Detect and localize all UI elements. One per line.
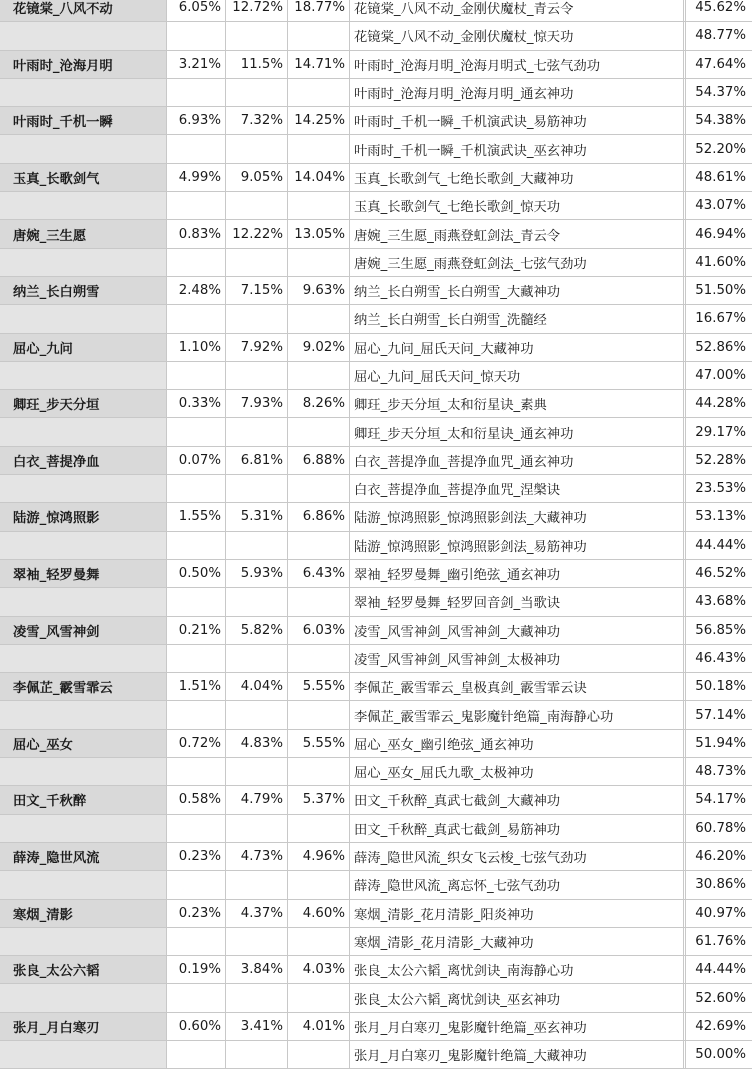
win-rate-cell[interactable]: 54.37% bbox=[686, 78, 752, 106]
total-rate-cell-empty[interactable] bbox=[288, 588, 350, 616]
rate-1-cell[interactable]: 0.58% bbox=[167, 786, 226, 814]
total-rate-cell[interactable]: 9.02% bbox=[288, 333, 350, 361]
win-rate-cell[interactable]: 40.97% bbox=[686, 899, 752, 927]
rate-1-cell[interactable]: 0.72% bbox=[167, 729, 226, 757]
build-combo-cell[interactable]: 薛涛_隐世风流_织女飞云梭_七弦气劲功 bbox=[350, 842, 684, 870]
table-row bbox=[0, 729, 752, 757]
rate-2-cell[interactable]: 4.83% bbox=[226, 729, 288, 757]
rate-1-cell[interactable]: 0.33% bbox=[167, 390, 226, 418]
rate-2-cell-empty[interactable] bbox=[226, 927, 288, 955]
rate-2-cell[interactable]: 6.81% bbox=[226, 446, 288, 474]
character-name-cell[interactable]: 寒烟_清影 bbox=[0, 899, 167, 927]
rate-2-cell-empty[interactable] bbox=[226, 644, 288, 672]
total-rate-cell[interactable]: 13.05% bbox=[288, 220, 350, 248]
build-combo-cell[interactable]: 纳兰_长白朔雪_长白朔雪_大藏神功 bbox=[350, 276, 684, 304]
character-name-cell-empty[interactable] bbox=[0, 814, 167, 842]
table-row bbox=[0, 418, 752, 446]
total-rate-cell[interactable]: 6.86% bbox=[288, 503, 350, 531]
total-rate-cell-empty[interactable] bbox=[288, 192, 350, 220]
win-rate-cell[interactable]: 30.86% bbox=[686, 871, 752, 899]
table-row bbox=[0, 107, 752, 135]
build-combo-cell[interactable]: 白衣_菩提净血_菩提净血咒_通玄神功 bbox=[350, 446, 684, 474]
character-name-cell-empty[interactable] bbox=[0, 984, 167, 1012]
total-rate-cell-empty[interactable] bbox=[288, 418, 350, 446]
build-combo-cell[interactable]: 寒烟_清影_花月清影_大藏神功 bbox=[350, 927, 684, 955]
rate-1-cell[interactable]: 4.99% bbox=[167, 163, 226, 191]
rate-1-cell-empty[interactable] bbox=[167, 758, 226, 786]
rate-2-cell[interactable]: 4.37% bbox=[226, 899, 288, 927]
rate-1-cell-empty[interactable] bbox=[167, 192, 226, 220]
win-rate-cell[interactable]: 61.76% bbox=[686, 927, 752, 955]
build-combo-cell[interactable]: 唐婉_三生愿_雨燕登虹剑法_七弦气劲功 bbox=[350, 248, 684, 276]
win-rate-cell[interactable]: 51.94% bbox=[686, 729, 752, 757]
table-row bbox=[0, 1012, 752, 1040]
rate-2-cell-empty[interactable] bbox=[226, 588, 288, 616]
win-rate-cell[interactable]: 48.61% bbox=[686, 163, 752, 191]
character-name-cell[interactable]: 陆游_惊鸿照影 bbox=[0, 503, 167, 531]
character-name-cell[interactable]: 花镜棠_八风不动 bbox=[0, 0, 167, 22]
win-rate-cell[interactable]: 51.50% bbox=[686, 276, 752, 304]
win-rate-cell[interactable]: 48.77% bbox=[686, 22, 752, 50]
win-rate-cell[interactable]: 43.68% bbox=[686, 588, 752, 616]
rate-2-cell[interactable]: 11.5% bbox=[226, 50, 288, 78]
character-name-cell[interactable]: 田文_千秋醉 bbox=[0, 786, 167, 814]
table-row bbox=[0, 842, 752, 870]
win-rate-cell[interactable]: 60.78% bbox=[686, 814, 752, 842]
character-name-cell-empty[interactable] bbox=[0, 588, 167, 616]
build-combo-cell[interactable]: 屈心_巫女_屈氏九歌_太极神功 bbox=[350, 758, 684, 786]
rate-2-cell-empty[interactable] bbox=[226, 248, 288, 276]
rate-1-cell[interactable]: 2.48% bbox=[167, 276, 226, 304]
rate-1-cell-empty[interactable] bbox=[167, 1040, 226, 1068]
total-rate-cell[interactable]: 8.26% bbox=[288, 390, 350, 418]
rate-2-cell-empty[interactable] bbox=[226, 305, 288, 333]
rate-2-cell[interactable]: 4.79% bbox=[226, 786, 288, 814]
rate-2-cell[interactable]: 4.73% bbox=[226, 842, 288, 870]
build-combo-cell[interactable]: 玉真_长歌剑气_七绝长歌剑_大藏神功 bbox=[350, 163, 684, 191]
table-row bbox=[0, 0, 752, 22]
rate-2-cell[interactable]: 5.93% bbox=[226, 559, 288, 587]
total-rate-cell[interactable]: 4.03% bbox=[288, 956, 350, 984]
character-name-cell-empty[interactable] bbox=[0, 361, 167, 389]
character-name-cell[interactable]: 叶雨时_千机一瞬 bbox=[0, 107, 167, 135]
win-rate-cell[interactable]: 56.85% bbox=[686, 616, 752, 644]
total-rate-cell-empty[interactable] bbox=[288, 135, 350, 163]
rate-1-cell-empty[interactable] bbox=[167, 927, 226, 955]
total-rate-cell-empty[interactable] bbox=[288, 814, 350, 842]
character-name-cell[interactable]: 玉真_长歌剑气 bbox=[0, 163, 167, 191]
win-rate-cell[interactable]: 44.44% bbox=[686, 956, 752, 984]
table-row bbox=[0, 956, 752, 984]
build-combo-cell[interactable]: 叶雨时_沧海月明_沧海月明_通玄神功 bbox=[350, 78, 684, 106]
total-rate-cell[interactable]: 14.71% bbox=[288, 50, 350, 78]
total-rate-cell[interactable]: 5.37% bbox=[288, 786, 350, 814]
character-name-cell-empty[interactable] bbox=[0, 305, 167, 333]
win-rate-cell[interactable]: 46.94% bbox=[686, 220, 752, 248]
character-name-cell-empty[interactable] bbox=[0, 701, 167, 729]
total-rate-cell[interactable]: 6.88% bbox=[288, 446, 350, 474]
character-name-cell[interactable]: 薛涛_隐世风流 bbox=[0, 842, 167, 870]
build-combo-cell[interactable]: 玉真_长歌剑气_七绝长歌剑_惊天功 bbox=[350, 192, 684, 220]
rate-2-cell-empty[interactable] bbox=[226, 475, 288, 503]
win-rate-cell[interactable]: 57.14% bbox=[686, 701, 752, 729]
character-name-cell-empty[interactable] bbox=[0, 248, 167, 276]
win-rate-cell[interactable]: 50.18% bbox=[686, 673, 752, 701]
rate-1-cell[interactable]: 0.83% bbox=[167, 220, 226, 248]
build-combo-cell[interactable]: 陆游_惊鸿照影_惊鸿照影剑法_易筋神功 bbox=[350, 531, 684, 559]
rate-2-cell[interactable]: 7.15% bbox=[226, 276, 288, 304]
character-name-cell-empty[interactable] bbox=[0, 758, 167, 786]
character-name-cell[interactable]: 唐婉_三生愿 bbox=[0, 220, 167, 248]
table-row bbox=[0, 899, 752, 927]
build-combo-cell[interactable]: 屈心_巫女_幽引绝弦_通玄神功 bbox=[350, 729, 684, 757]
build-combo-cell[interactable]: 陆游_惊鸿照影_惊鸿照影剑法_大藏神功 bbox=[350, 503, 684, 531]
win-rate-cell[interactable]: 52.86% bbox=[686, 333, 752, 361]
total-rate-cell-empty[interactable] bbox=[288, 248, 350, 276]
rate-2-cell[interactable]: 3.84% bbox=[226, 956, 288, 984]
rate-1-cell-empty[interactable] bbox=[167, 475, 226, 503]
rate-1-cell-empty[interactable] bbox=[167, 871, 226, 899]
build-combo-cell[interactable]: 翠袖_轻罗曼舞_轻罗回音剑_当歌诀 bbox=[350, 588, 684, 616]
table-row bbox=[0, 927, 752, 955]
table-row bbox=[0, 78, 752, 106]
build-combo-cell[interactable]: 凌雪_风雪神剑_风雪神剑_大藏神功 bbox=[350, 616, 684, 644]
rate-2-cell[interactable]: 12.72% bbox=[226, 0, 288, 22]
win-rate-cell[interactable]: 29.17% bbox=[686, 418, 752, 446]
table-row bbox=[0, 559, 752, 587]
total-rate-cell[interactable]: 4.60% bbox=[288, 899, 350, 927]
total-rate-cell-empty[interactable] bbox=[288, 927, 350, 955]
win-rate-cell[interactable]: 48.73% bbox=[686, 758, 752, 786]
table-row bbox=[0, 22, 752, 50]
rate-2-cell-empty[interactable] bbox=[226, 871, 288, 899]
build-combo-cell[interactable]: 叶雨时_沧海月明_沧海月明式_七弦气劲功 bbox=[350, 50, 684, 78]
total-rate-cell-empty[interactable] bbox=[288, 361, 350, 389]
character-name-cell[interactable]: 叶雨时_沧海月明 bbox=[0, 50, 167, 78]
character-name-cell-empty[interactable] bbox=[0, 927, 167, 955]
rate-2-cell[interactable]: 5.82% bbox=[226, 616, 288, 644]
build-combo-cell[interactable]: 花镜棠_八风不动_金刚伏魔杖_惊天功 bbox=[350, 22, 684, 50]
character-name-cell-empty[interactable] bbox=[0, 192, 167, 220]
rate-1-cell-empty[interactable] bbox=[167, 78, 226, 106]
rate-2-cell-empty[interactable] bbox=[226, 135, 288, 163]
win-rate-cell[interactable]: 52.20% bbox=[686, 135, 752, 163]
character-name-cell[interactable]: 白衣_菩提净血 bbox=[0, 446, 167, 474]
total-rate-cell-empty[interactable] bbox=[288, 305, 350, 333]
character-name-cell-empty[interactable] bbox=[0, 22, 167, 50]
build-combo-cell[interactable]: 张良_太公六韬_离忧剑诀_南海静心功 bbox=[350, 956, 684, 984]
total-rate-cell[interactable]: 14.04% bbox=[288, 163, 350, 191]
table-row bbox=[0, 220, 752, 248]
table-row bbox=[0, 475, 752, 503]
total-rate-cell-empty[interactable] bbox=[288, 22, 350, 50]
build-combo-cell[interactable]: 屈心_九问_屈氏天问_大藏神功 bbox=[350, 333, 684, 361]
win-rate-cell[interactable]: 47.00% bbox=[686, 361, 752, 389]
table-row bbox=[0, 163, 752, 191]
rate-1-cell[interactable]: 1.10% bbox=[167, 333, 226, 361]
character-name-cell[interactable]: 纳兰_长白朔雪 bbox=[0, 276, 167, 304]
table-row bbox=[0, 616, 752, 644]
character-name-cell[interactable]: 屈心_九问 bbox=[0, 333, 167, 361]
table-row bbox=[0, 305, 752, 333]
total-rate-cell-empty[interactable] bbox=[288, 475, 350, 503]
rate-2-cell[interactable]: 7.92% bbox=[226, 333, 288, 361]
table-row bbox=[0, 192, 752, 220]
rate-1-cell[interactable]: 0.21% bbox=[167, 616, 226, 644]
build-combo-cell[interactable]: 屈心_九问_屈氏天问_惊天功 bbox=[350, 361, 684, 389]
table-row bbox=[0, 50, 752, 78]
rate-1-cell[interactable]: 1.51% bbox=[167, 673, 226, 701]
rate-2-cell-empty[interactable] bbox=[226, 1040, 288, 1068]
rate-1-cell-empty[interactable] bbox=[167, 305, 226, 333]
total-rate-cell-empty[interactable] bbox=[288, 78, 350, 106]
win-rate-cell[interactable]: 46.52% bbox=[686, 559, 752, 587]
rate-2-cell-empty[interactable] bbox=[226, 701, 288, 729]
character-name-cell[interactable]: 屈心_巫女 bbox=[0, 729, 167, 757]
total-rate-cell-empty[interactable] bbox=[288, 984, 350, 1012]
total-rate-cell[interactable]: 14.25% bbox=[288, 107, 350, 135]
build-combo-cell[interactable]: 寒烟_清影_花月清影_阳炎神功 bbox=[350, 899, 684, 927]
rate-2-cell-empty[interactable] bbox=[226, 531, 288, 559]
table-row bbox=[0, 503, 752, 531]
total-rate-cell[interactable]: 18.77% bbox=[288, 0, 350, 22]
build-combo-cell[interactable]: 田文_千秋醉_真武七截剑_易筋神功 bbox=[350, 814, 684, 842]
table-row bbox=[0, 446, 752, 474]
build-combo-cell[interactable]: 叶雨时_千机一瞬_千机演武诀_易筋神功 bbox=[350, 107, 684, 135]
rate-1-cell-empty[interactable] bbox=[167, 22, 226, 50]
build-combo-cell[interactable]: 白衣_菩提净血_菩提净血咒_涅槃诀 bbox=[350, 475, 684, 503]
total-rate-cell[interactable]: 5.55% bbox=[288, 729, 350, 757]
win-rate-cell[interactable]: 52.28% bbox=[686, 446, 752, 474]
rate-1-cell-empty[interactable] bbox=[167, 588, 226, 616]
total-rate-cell-empty[interactable] bbox=[288, 758, 350, 786]
rate-2-cell-empty[interactable] bbox=[226, 418, 288, 446]
character-name-cell-empty[interactable] bbox=[0, 78, 167, 106]
total-rate-cell-empty[interactable] bbox=[288, 871, 350, 899]
character-name-cell[interactable]: 卿玨_步天分垣 bbox=[0, 390, 167, 418]
build-combo-cell[interactable]: 张良_太公六韬_离忧剑诀_巫玄神功 bbox=[350, 984, 684, 1012]
win-rate-cell[interactable]: 44.28% bbox=[686, 390, 752, 418]
win-rate-cell[interactable]: 53.13% bbox=[686, 503, 752, 531]
character-name-cell-empty[interactable] bbox=[0, 531, 167, 559]
build-combo-cell[interactable]: 卿玨_步天分垣_太和衍星诀_通玄神功 bbox=[350, 418, 684, 446]
build-combo-cell[interactable]: 翠袖_轻罗曼舞_幽引绝弦_通玄神功 bbox=[350, 559, 684, 587]
build-combo-cell[interactable]: 叶雨时_千机一瞬_千机演武诀_巫玄神功 bbox=[350, 135, 684, 163]
win-rate-cell[interactable]: 41.60% bbox=[686, 248, 752, 276]
table-row bbox=[0, 701, 752, 729]
rate-1-cell[interactable]: 3.21% bbox=[167, 50, 226, 78]
table-row bbox=[0, 588, 752, 616]
character-name-cell-empty[interactable] bbox=[0, 135, 167, 163]
win-rate-cell[interactable]: 46.43% bbox=[686, 644, 752, 672]
build-combo-cell[interactable]: 张月_月白寒刃_鬼影魔针绝篇_大藏神功 bbox=[350, 1040, 684, 1068]
character-name-cell[interactable]: 李佩芷_霰雪霏云 bbox=[0, 673, 167, 701]
rate-2-cell[interactable]: 4.04% bbox=[226, 673, 288, 701]
win-rate-cell[interactable]: 42.69% bbox=[686, 1012, 752, 1040]
table-row bbox=[0, 786, 752, 814]
build-combo-cell[interactable]: 田文_千秋醉_真武七截剑_大藏神功 bbox=[350, 786, 684, 814]
rate-1-cell[interactable]: 0.19% bbox=[167, 956, 226, 984]
win-rate-cell[interactable]: 23.53% bbox=[686, 475, 752, 503]
total-rate-cell[interactable]: 6.03% bbox=[288, 616, 350, 644]
total-rate-cell-empty[interactable] bbox=[288, 1040, 350, 1068]
total-rate-cell[interactable]: 9.63% bbox=[288, 276, 350, 304]
character-name-cell-empty[interactable] bbox=[0, 644, 167, 672]
rate-2-cell[interactable]: 9.05% bbox=[226, 163, 288, 191]
total-rate-cell-empty[interactable] bbox=[288, 701, 350, 729]
rate-2-cell-empty[interactable] bbox=[226, 192, 288, 220]
character-name-cell-empty[interactable] bbox=[0, 418, 167, 446]
total-rate-cell[interactable]: 5.55% bbox=[288, 673, 350, 701]
rate-1-cell-empty[interactable] bbox=[167, 984, 226, 1012]
character-name-cell-empty[interactable] bbox=[0, 871, 167, 899]
build-combo-cell[interactable]: 唐婉_三生愿_雨燕登虹剑法_青云令 bbox=[350, 220, 684, 248]
rate-1-cell-empty[interactable] bbox=[167, 135, 226, 163]
rate-2-cell[interactable]: 5.31% bbox=[226, 503, 288, 531]
rate-1-cell-empty[interactable] bbox=[167, 701, 226, 729]
character-name-cell[interactable]: 张月_月白寒刃 bbox=[0, 1012, 167, 1040]
table-row bbox=[0, 390, 752, 418]
win-rate-cell[interactable]: 16.67% bbox=[686, 305, 752, 333]
total-rate-cell[interactable]: 4.96% bbox=[288, 842, 350, 870]
table-row bbox=[0, 758, 752, 786]
rate-2-cell-empty[interactable] bbox=[226, 984, 288, 1012]
win-rate-cell[interactable]: 43.07% bbox=[686, 192, 752, 220]
build-combo-cell[interactable]: 纳兰_长白朔雪_长白朔雪_洗髓经 bbox=[350, 305, 684, 333]
rate-1-cell[interactable]: 0.60% bbox=[167, 1012, 226, 1040]
build-combo-cell[interactable]: 张月_月白寒刃_鬼影魔针绝篇_巫玄神功 bbox=[350, 1012, 684, 1040]
rate-2-cell[interactable]: 3.41% bbox=[226, 1012, 288, 1040]
build-combo-cell[interactable]: 卿玨_步天分垣_太和衍星诀_素典 bbox=[350, 390, 684, 418]
win-rate-cell[interactable]: 44.44% bbox=[686, 531, 752, 559]
rate-1-cell[interactable]: 0.23% bbox=[167, 899, 226, 927]
rate-1-cell-empty[interactable] bbox=[167, 361, 226, 389]
table-row bbox=[0, 361, 752, 389]
win-rate-cell[interactable]: 54.17% bbox=[686, 786, 752, 814]
table-row bbox=[0, 673, 752, 701]
rate-1-cell[interactable]: 1.55% bbox=[167, 503, 226, 531]
rate-1-cell[interactable]: 0.50% bbox=[167, 559, 226, 587]
rate-2-cell-empty[interactable] bbox=[226, 361, 288, 389]
rate-1-cell[interactable]: 6.05% bbox=[167, 0, 226, 22]
rate-1-cell-empty[interactable] bbox=[167, 644, 226, 672]
character-name-cell-empty[interactable] bbox=[0, 475, 167, 503]
table-row bbox=[0, 248, 752, 276]
character-name-cell[interactable]: 凌雪_风雪神剑 bbox=[0, 616, 167, 644]
win-rate-cell[interactable]: 46.20% bbox=[686, 842, 752, 870]
rate-1-cell-empty[interactable] bbox=[167, 418, 226, 446]
table-row bbox=[0, 984, 752, 1012]
table-row bbox=[0, 644, 752, 672]
character-name-cell[interactable]: 张良_太公六韬 bbox=[0, 956, 167, 984]
rate-1-cell[interactable]: 0.07% bbox=[167, 446, 226, 474]
character-name-cell-empty[interactable] bbox=[0, 1040, 167, 1068]
build-combo-cell[interactable]: 薛涛_隐世风流_离忘怀_七弦气劲功 bbox=[350, 871, 684, 899]
rate-2-cell-empty[interactable] bbox=[226, 78, 288, 106]
table-row bbox=[0, 871, 752, 899]
total-rate-cell[interactable]: 6.43% bbox=[288, 559, 350, 587]
rate-2-cell[interactable]: 12.22% bbox=[226, 220, 288, 248]
build-combo-cell[interactable]: 凌雪_风雪神剑_风雪神剑_太极神功 bbox=[350, 644, 684, 672]
rate-1-cell[interactable]: 6.93% bbox=[167, 107, 226, 135]
table-row bbox=[0, 1040, 752, 1068]
rate-2-cell[interactable]: 7.93% bbox=[226, 390, 288, 418]
total-rate-cell[interactable]: 4.01% bbox=[288, 1012, 350, 1040]
rate-2-cell-empty[interactable] bbox=[226, 22, 288, 50]
table-row bbox=[0, 531, 752, 559]
win-rate-cell[interactable]: 54.38% bbox=[686, 107, 752, 135]
table-row bbox=[0, 814, 752, 842]
rate-2-cell[interactable]: 7.32% bbox=[226, 107, 288, 135]
win-rate-cell[interactable]: 52.60% bbox=[686, 984, 752, 1012]
table-row bbox=[0, 276, 752, 304]
rate-1-cell-empty[interactable] bbox=[167, 814, 226, 842]
total-rate-cell-empty[interactable] bbox=[288, 531, 350, 559]
table-row bbox=[0, 333, 752, 361]
win-rate-cell[interactable]: 50.00% bbox=[686, 1040, 752, 1068]
build-combo-cell[interactable]: 李佩芷_霰雪霏云_皇极真剑_霰雪霏云诀 bbox=[350, 673, 684, 701]
build-combo-cell[interactable]: 李佩芷_霰雪霏云_鬼影魔针绝篇_南海静心功 bbox=[350, 701, 684, 729]
rate-1-cell-empty[interactable] bbox=[167, 248, 226, 276]
win-rate-cell[interactable]: 47.64% bbox=[686, 50, 752, 78]
total-rate-cell-empty[interactable] bbox=[288, 644, 350, 672]
table-row bbox=[0, 135, 752, 163]
rate-2-cell-empty[interactable] bbox=[226, 814, 288, 842]
rate-1-cell[interactable]: 0.23% bbox=[167, 842, 226, 870]
character-name-cell[interactable]: 翠袖_轻罗曼舞 bbox=[0, 559, 167, 587]
win-rate-cell[interactable]: 45.62% bbox=[686, 0, 752, 22]
rate-2-cell-empty[interactable] bbox=[226, 758, 288, 786]
rate-1-cell-empty[interactable] bbox=[167, 531, 226, 559]
build-combo-cell[interactable]: 花镜棠_八风不动_金刚伏魔杖_青云令 bbox=[350, 0, 684, 22]
